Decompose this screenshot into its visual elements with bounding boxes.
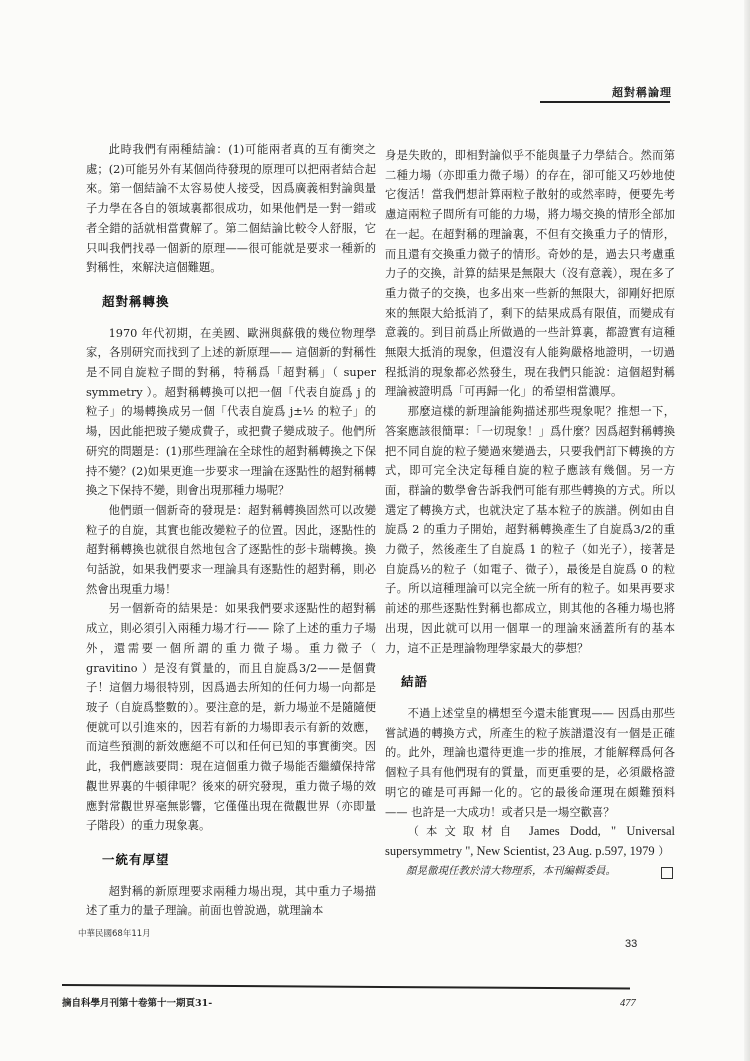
outer-page-number: 477 <box>620 998 636 1009</box>
continuation-paragraph: 身是失敗的，即相對論似乎不能與量子力學結合。然而第二種力場（亦即重力微子場）的存在，卻可能又巧妙地使它復活！當我們想計算兩粒子散射的或然率時，便要先考慮這兩粒子間所有可能的力場，將力場交換的情形全部加在一起。在超對稱的理論裏，不但有交換重力子的情形，而且還有交換重力微子的情形。奇妙的是，過去只考慮重力子的交換，計算的結果是無限大（沒有意義），現在多了重力微子的交換，也多出來一些新的無限大，卻剛好把原來的無限大給抵消了，剩下的結果成爲有限值，而變成有意義的。到目前爲止所做過的一些計算裏，都證實有這種無限大抵消的現象，但還沒有人能夠嚴格地證明，一切過程抵消的現象都必然發生，現在我們只能說：這個超對稱理論被證明爲「可再歸一化」的希望相當濃厚。 <box>385 149 675 399</box>
right-column <box>385 146 675 881</box>
inner-page-number: 33 <box>625 938 638 950</box>
body-paragraph: 另一個新奇的結果是：如果我們要求逐點性的超對稱成立，則必須引入兩種力場才行—— 除了上述的重力子場外，還需要一個所謂的重力微子場。重力微子（ gravitino ）是沒有質量的，而且自旋爲3/2——是個費子！這個力場很特別，因爲過去所知的任何力場一向都是玻子（自旋爲整數的）。要注意的是，新力場並不是隨隨便便就可以引進來的，因若有新的力場即表示有新的效應，而這些預測的新效應絕不可以和任何已知的事實衝突。因此，我們應該要問：現在這個重力微子場能否繼續保持常觀世界裏的牛頓律呢？後來的研究發現，重力微子場的效應對常觀世界毫無影響，它僅僅出現在微觀世界（亦即量子階段）的重力現象裏。 <box>86 602 376 833</box>
page-edge-shadow <box>744 0 750 1061</box>
section-heading-unification: 一統有厚望 <box>102 851 170 867</box>
credit-prefix: （本文取材自 <box>407 825 530 839</box>
author-note: 顏晃徹現任教於清大物理系，本刊編輯委員。 <box>406 864 616 877</box>
section-heading-conclusion: 結語 <box>401 674 429 690</box>
body-paragraph: 超對稱的新原理要求兩種力場出現，其中重力子場描述了重力的量子理論。前面也曾說過，就理論本 <box>86 884 376 918</box>
source-credit <box>385 822 675 861</box>
conclusion-paragraph: 不過上述堂皇的構想至今還未能實現—— 因爲由那些嘗試過的轉換方式，所產生的粒子族譜還沒有一個是正確的。此外，理論也還待更進一步的推展，才能解釋爲何各個粒子具有他們現有的質量，而更重要的是，必須嚴格證明它的確是可再歸一化的。它的最後命運現在頗難預料—— 也許是一大成功！或者只是一場空歡喜？ <box>385 706 675 819</box>
running-title: 超對稱論理 <box>612 86 672 99</box>
left-column <box>86 140 376 921</box>
footer-rule <box>62 984 630 989</box>
source-citation: 摘自科學月刊第十卷第十一期頁31- <box>62 998 213 1009</box>
body-paragraph: 他們頭一個新奇的發現是：超對稱轉換固然可以改變粒子的自旋，其實也能改變粒子的位置。因此，逐點性的超對稱轉換也就很自然地包含了逐點性的彭卡瑞轉換。換句話說，如果我們要求一理論具有逐點性的超對稱，則必然會出現重力場！ <box>86 503 376 596</box>
end-mark-icon <box>661 867 673 879</box>
section-heading-supersymmetry-transformation: 超對稱轉換 <box>102 293 170 309</box>
intro-paragraph: 此時我們有兩種結論：(1)可能兩者真的互有衝突之處；(2)可能另外有某個尚待發現的原理可以把兩者結合起來。第一個結論不太容易使人接受，因爲廣義相對論與量子力學在各自的領域裏都很成功，如果他們是一對一錯或者全錯的話就相當費解了。第二個結論比較令人舒服，它只叫我們找尋一個新的原理——很可能就是要求一種新的對稱性，來解決這個難題。 <box>86 143 376 275</box>
body-paragraph: 那麼這樣的新理論能夠描述那些現象呢？推想一下，答案應該很簡單：「一切現象！」爲什麼？因爲超對稱轉換把不同自旋的粒子變過來變過去，只要我們訂下轉換的方式，即可完全決定每種自旋的粒子應該有幾個。另一方面，群論的數學會告訴我們可能有那些轉換的方式。所以選定了轉換方式，也就決定了基本粒子的族譜。例如由自旋爲 2 的重力子開始，超對稱轉換產生了自旋爲3/2的重力微子，然後產生了自旋爲 1 的粒子（如光子），接著是自旋爲½的粒子（如電子、微子），最後是自旋爲 0 的粒子。所以這種理論可以完全統一所有的粒子。如果再要求前述的那些逐點性對稱也都成立，則其他的各種力場也將出現，因此就可以用一個單一的理論來涵蓋所有的基本力，這不正是理論物理學家最大的夢想？ <box>385 405 675 655</box>
issue-date: 中華民國68年11月 <box>78 929 151 939</box>
body-paragraph: 1970 年代初期，在美國、歐洲與蘇俄的幾位物理學家，各別研究而找到了上述的新原理—— 這個新的對稱性是不同自旋粒子間的對稱，特稱爲「超對稱」（ super symmetry ）。超對稱轉換可以把一個「代表自旋爲 j 的粒子」的場轉換成另一個「代表自旋爲 j±½ 的粒子」的場，因此能把玻子變成費子，或把費子變成玻子。他們所研究的問題是：(1)那些理論在全球性的超對稱轉換之下保持不變？(2)如果更進一步要求一理論在逐點性的超對稱轉換之下保持不變，則會出現那種力場呢？ <box>86 326 376 498</box>
credit-source: James Dodd, " Universal supersymmetry ", New Scientist, 23 Aug. p.597, 1979 <box>385 824 676 858</box>
credit-suffix: ） <box>654 844 670 858</box>
header-rule <box>540 101 670 103</box>
